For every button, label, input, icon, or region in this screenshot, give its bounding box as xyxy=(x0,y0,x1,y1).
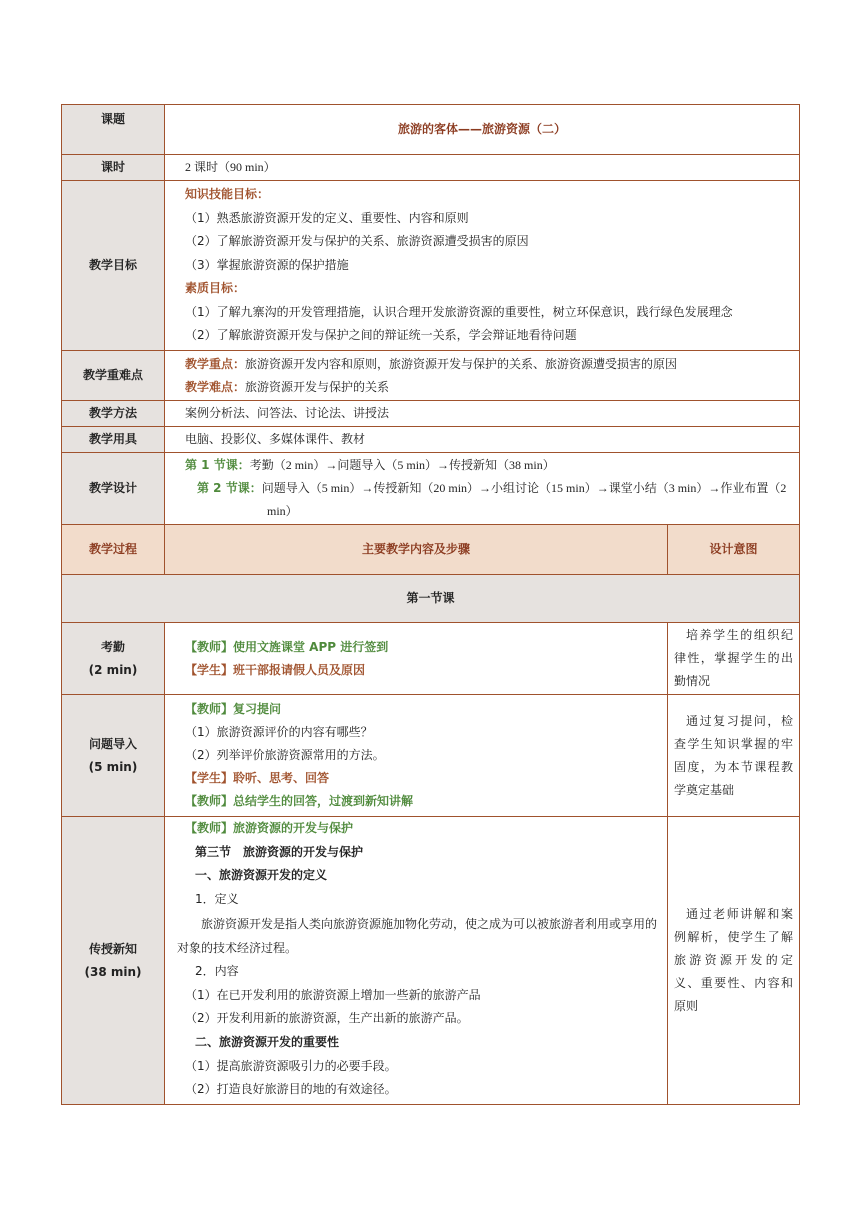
knowledge-item: （1）熟悉旅游资源开发的定义、重要性、内容和原则 xyxy=(185,210,469,225)
period-row xyxy=(62,155,800,181)
intro-intent: 通过复习提问，检查学生知识掌握的牢固度，为本节课程教学奠定基础 xyxy=(668,695,800,817)
tools-value: 电脑、投影仪、多媒体课件、教材 xyxy=(165,427,800,453)
newknow-heading: 二、旅游资源开发的重要性 xyxy=(195,1034,340,1049)
newknow-importance-item: （2）打造良好旅游目的地的有效途径。 xyxy=(185,1082,397,1097)
newknow-stage xyxy=(62,817,165,1105)
attendance-intent: 培养学生的组织纪律性，掌握学生的出勤情况 xyxy=(668,623,800,695)
newknow-content xyxy=(165,817,668,1105)
difficulty-text: 旅游资源开发与保护的关系 xyxy=(245,379,390,394)
intro-teacher-summary: 【教师】总结学生的回答，过渡到新知讲解 xyxy=(185,794,414,808)
process-column-header: 教学过程 xyxy=(62,525,165,575)
attendance-row xyxy=(62,623,800,695)
intro-time: (5 min) xyxy=(88,759,138,774)
intro-label: 问题导入 xyxy=(88,736,137,751)
tools-row xyxy=(62,427,800,453)
quality-item: （2）了解旅游资源开发与保护之间的辩证统一关系，学会辩证地看待问题 xyxy=(185,328,577,343)
lesson2-heading: 第 2 节课： xyxy=(197,481,262,495)
keypoints-content xyxy=(165,351,800,401)
intro-content xyxy=(165,695,668,817)
intro-question: （1）旅游资源评价的内容有哪些？ xyxy=(185,725,373,739)
objectives-label: 教学目标 xyxy=(62,181,165,351)
newknow-section-title: 第三节 旅游资源的开发与保护 xyxy=(195,844,364,859)
objectives-row xyxy=(62,181,800,351)
newknow-heading: 一、旅游资源开发的定义 xyxy=(195,868,328,883)
lesson1-flow: 考勤（2 min）→问题导入（5 min）→传授新知（38 min） xyxy=(249,458,555,472)
newknow-definition: 旅游资源开发是指人类向旅游资源施加物化劳动，使之成为可以被旅游者利用或享用的对象的技术经济过程。 xyxy=(177,916,658,955)
keypoints-label: 教学重难点 xyxy=(62,351,165,401)
newknow-content-item: （2）开发利用新的旅游资源，生产出新的旅游产品。 xyxy=(185,1011,469,1026)
period-value: 2 课时（90 min） xyxy=(165,155,800,181)
quality-heading: 素质目标： xyxy=(185,281,246,296)
objectives-content xyxy=(165,181,800,351)
quality-item: （1）了解九寨沟的开发管理措施，认识合理开发旅游资源的重要性，树立环保意识，践行绿色发展理念 xyxy=(185,304,733,319)
intro-student: 【学生】聆听、思考、回答 xyxy=(185,771,330,785)
methods-label: 教学方法 xyxy=(62,401,165,427)
methods-value: 案例分析法、问答法、讨论法、讲授法 xyxy=(165,401,800,427)
lesson2-flow: 问题导入（5 min）→传授新知（20 min）→小组讨论（15 min）→课堂小结（3 min）→作业布置（2 min） xyxy=(261,481,787,518)
knowledge-heading: 知识技能目标： xyxy=(185,187,270,202)
newknow-content-item: （1）在已开发利用的旅游资源上增加一些新的旅游产品 xyxy=(185,987,481,1002)
intro-row xyxy=(62,695,800,817)
newknow-subheading: 2．内容 xyxy=(195,963,239,978)
attendance-time: (2 min) xyxy=(88,662,138,677)
attendance-student: 【学生】班干部报请假人员及原因 xyxy=(185,662,366,677)
lesson-plan-table xyxy=(61,104,800,1105)
attendance-stage xyxy=(62,623,165,695)
design-row xyxy=(62,453,800,525)
tools-label: 教学用具 xyxy=(62,427,165,453)
intent-column-header: 设计意图 xyxy=(668,525,800,575)
key-heading: 教学重点： xyxy=(185,356,246,371)
attendance-teacher: 【教师】使用文旌课堂 APP 进行签到 xyxy=(185,639,389,654)
column-header-row xyxy=(62,525,800,575)
section-heading: 第一节课 xyxy=(62,575,800,623)
topic-row xyxy=(62,105,800,155)
newknow-importance-item: （1）提高旅游资源吸引力的必要手段。 xyxy=(185,1058,397,1073)
newknow-teacher: 【教师】旅游资源的开发与保护 xyxy=(185,821,354,835)
period-label: 课时 xyxy=(62,155,165,181)
intro-teacher-review: 【教师】复习提问 xyxy=(185,702,282,716)
newknow-intent: 通过老师讲解和案例解析，使学生了解旅游资源开发的定义、重要性、内容和原则 xyxy=(668,817,800,1105)
newknow-time: (38 min) xyxy=(84,964,142,979)
newknow-label: 传授新知 xyxy=(88,941,137,956)
key-text: 旅游资源开发内容和原则，旅游资源开发与保护的关系、旅游资源遭受损害的原因 xyxy=(245,356,678,371)
knowledge-item: （2）了解旅游资源开发与保护的关系、旅游资源遭受损害的原因 xyxy=(185,234,529,249)
lesson1-heading: 第 1 节课： xyxy=(185,458,250,472)
intro-question: （2）列举评价旅游资源常用的方法。 xyxy=(185,748,385,762)
attendance-content xyxy=(165,623,668,695)
newknow-subheading: 1．定义 xyxy=(195,892,239,907)
newknow-row xyxy=(62,817,800,1105)
content-column-header: 主要教学内容及步骤 xyxy=(165,525,668,575)
design-label: 教学设计 xyxy=(62,453,165,525)
attendance-label: 考勤 xyxy=(100,639,125,654)
keypoints-row xyxy=(62,351,800,401)
section-row xyxy=(62,575,800,623)
methods-row xyxy=(62,401,800,427)
topic-label: 课题 xyxy=(62,105,165,155)
design-content xyxy=(165,453,800,525)
difficulty-heading: 教学难点： xyxy=(185,379,246,394)
knowledge-item: （3）掌握旅游资源的保护措施 xyxy=(185,257,349,272)
page-title: 旅游的客体——旅游资源（二） xyxy=(165,105,800,155)
intro-stage xyxy=(62,695,165,817)
